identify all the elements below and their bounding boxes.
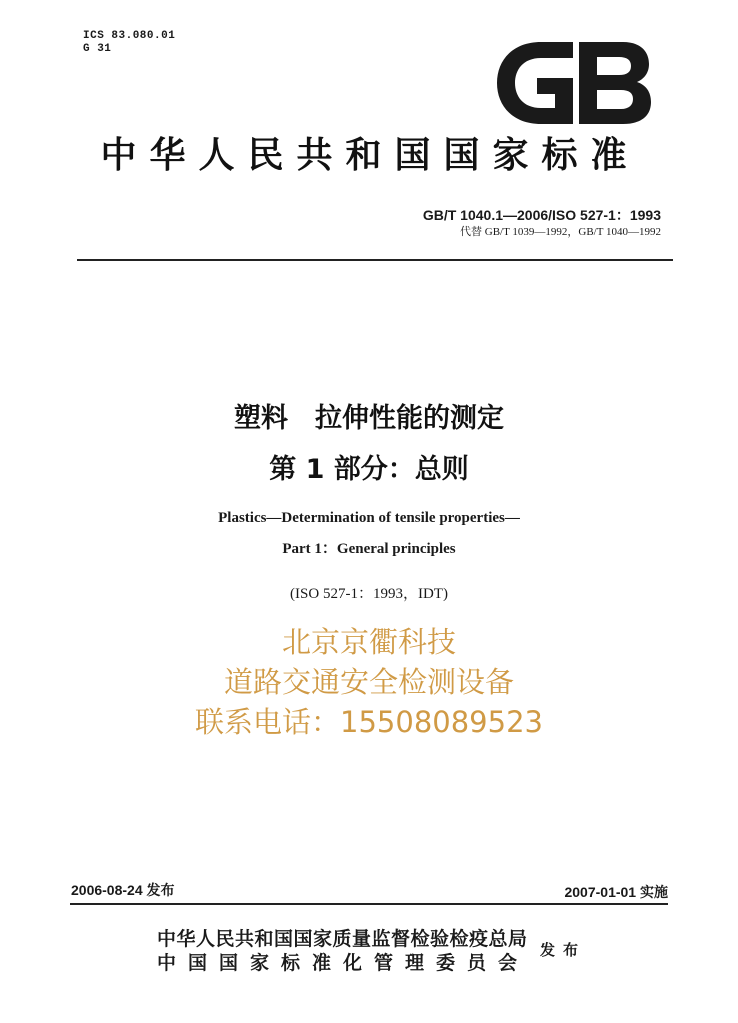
- chinese-title-line1: 塑料 拉伸性能的测定: [234, 403, 504, 434]
- ccs-code: G 31: [83, 43, 112, 55]
- watermark-line1: 北京京衢科技: [281, 625, 456, 659]
- watermark-line2: 道路交通安全检测设备: [223, 665, 514, 699]
- english-title-line2: Part 1：General principles: [282, 541, 456, 557]
- watermark-contact: 联系电话：15508089523: [195, 705, 543, 739]
- issuing-authority-1: 中华人民共和国国家质量监督检验检疫总局: [157, 928, 528, 950]
- footer-divider: [70, 903, 668, 905]
- classification-codes: [83, 30, 175, 56]
- issue-date: 2006-08-24 发布: [71, 882, 175, 898]
- chinese-title-line2: 第 1 部分：总则: [269, 454, 469, 485]
- replaces-note: 代替 GB/T 1039—1992，GB/T 1040—1992: [460, 226, 661, 238]
- iso-reference: (ISO 527-1：1993，IDT): [290, 586, 448, 602]
- english-title-line1: Plastics—Determination of tensile properties—: [218, 510, 520, 526]
- standard-number: GB/T 1040.1—2006/ISO 527-1：1993: [422, 207, 661, 223]
- implementation-date: 2007-01-01 实施: [564, 884, 668, 900]
- gb-logo: [493, 38, 653, 128]
- standard-title: 中华人民共和国国家标准: [100, 135, 640, 176]
- header-divider: [77, 259, 673, 261]
- ics-code: ICS 83.080.01: [83, 30, 176, 42]
- issuing-authority-2: 中国国家标准化管理委员会: [157, 952, 530, 974]
- gb-logo-graphic: [493, 38, 653, 128]
- publish-label: 发布: [540, 941, 587, 959]
